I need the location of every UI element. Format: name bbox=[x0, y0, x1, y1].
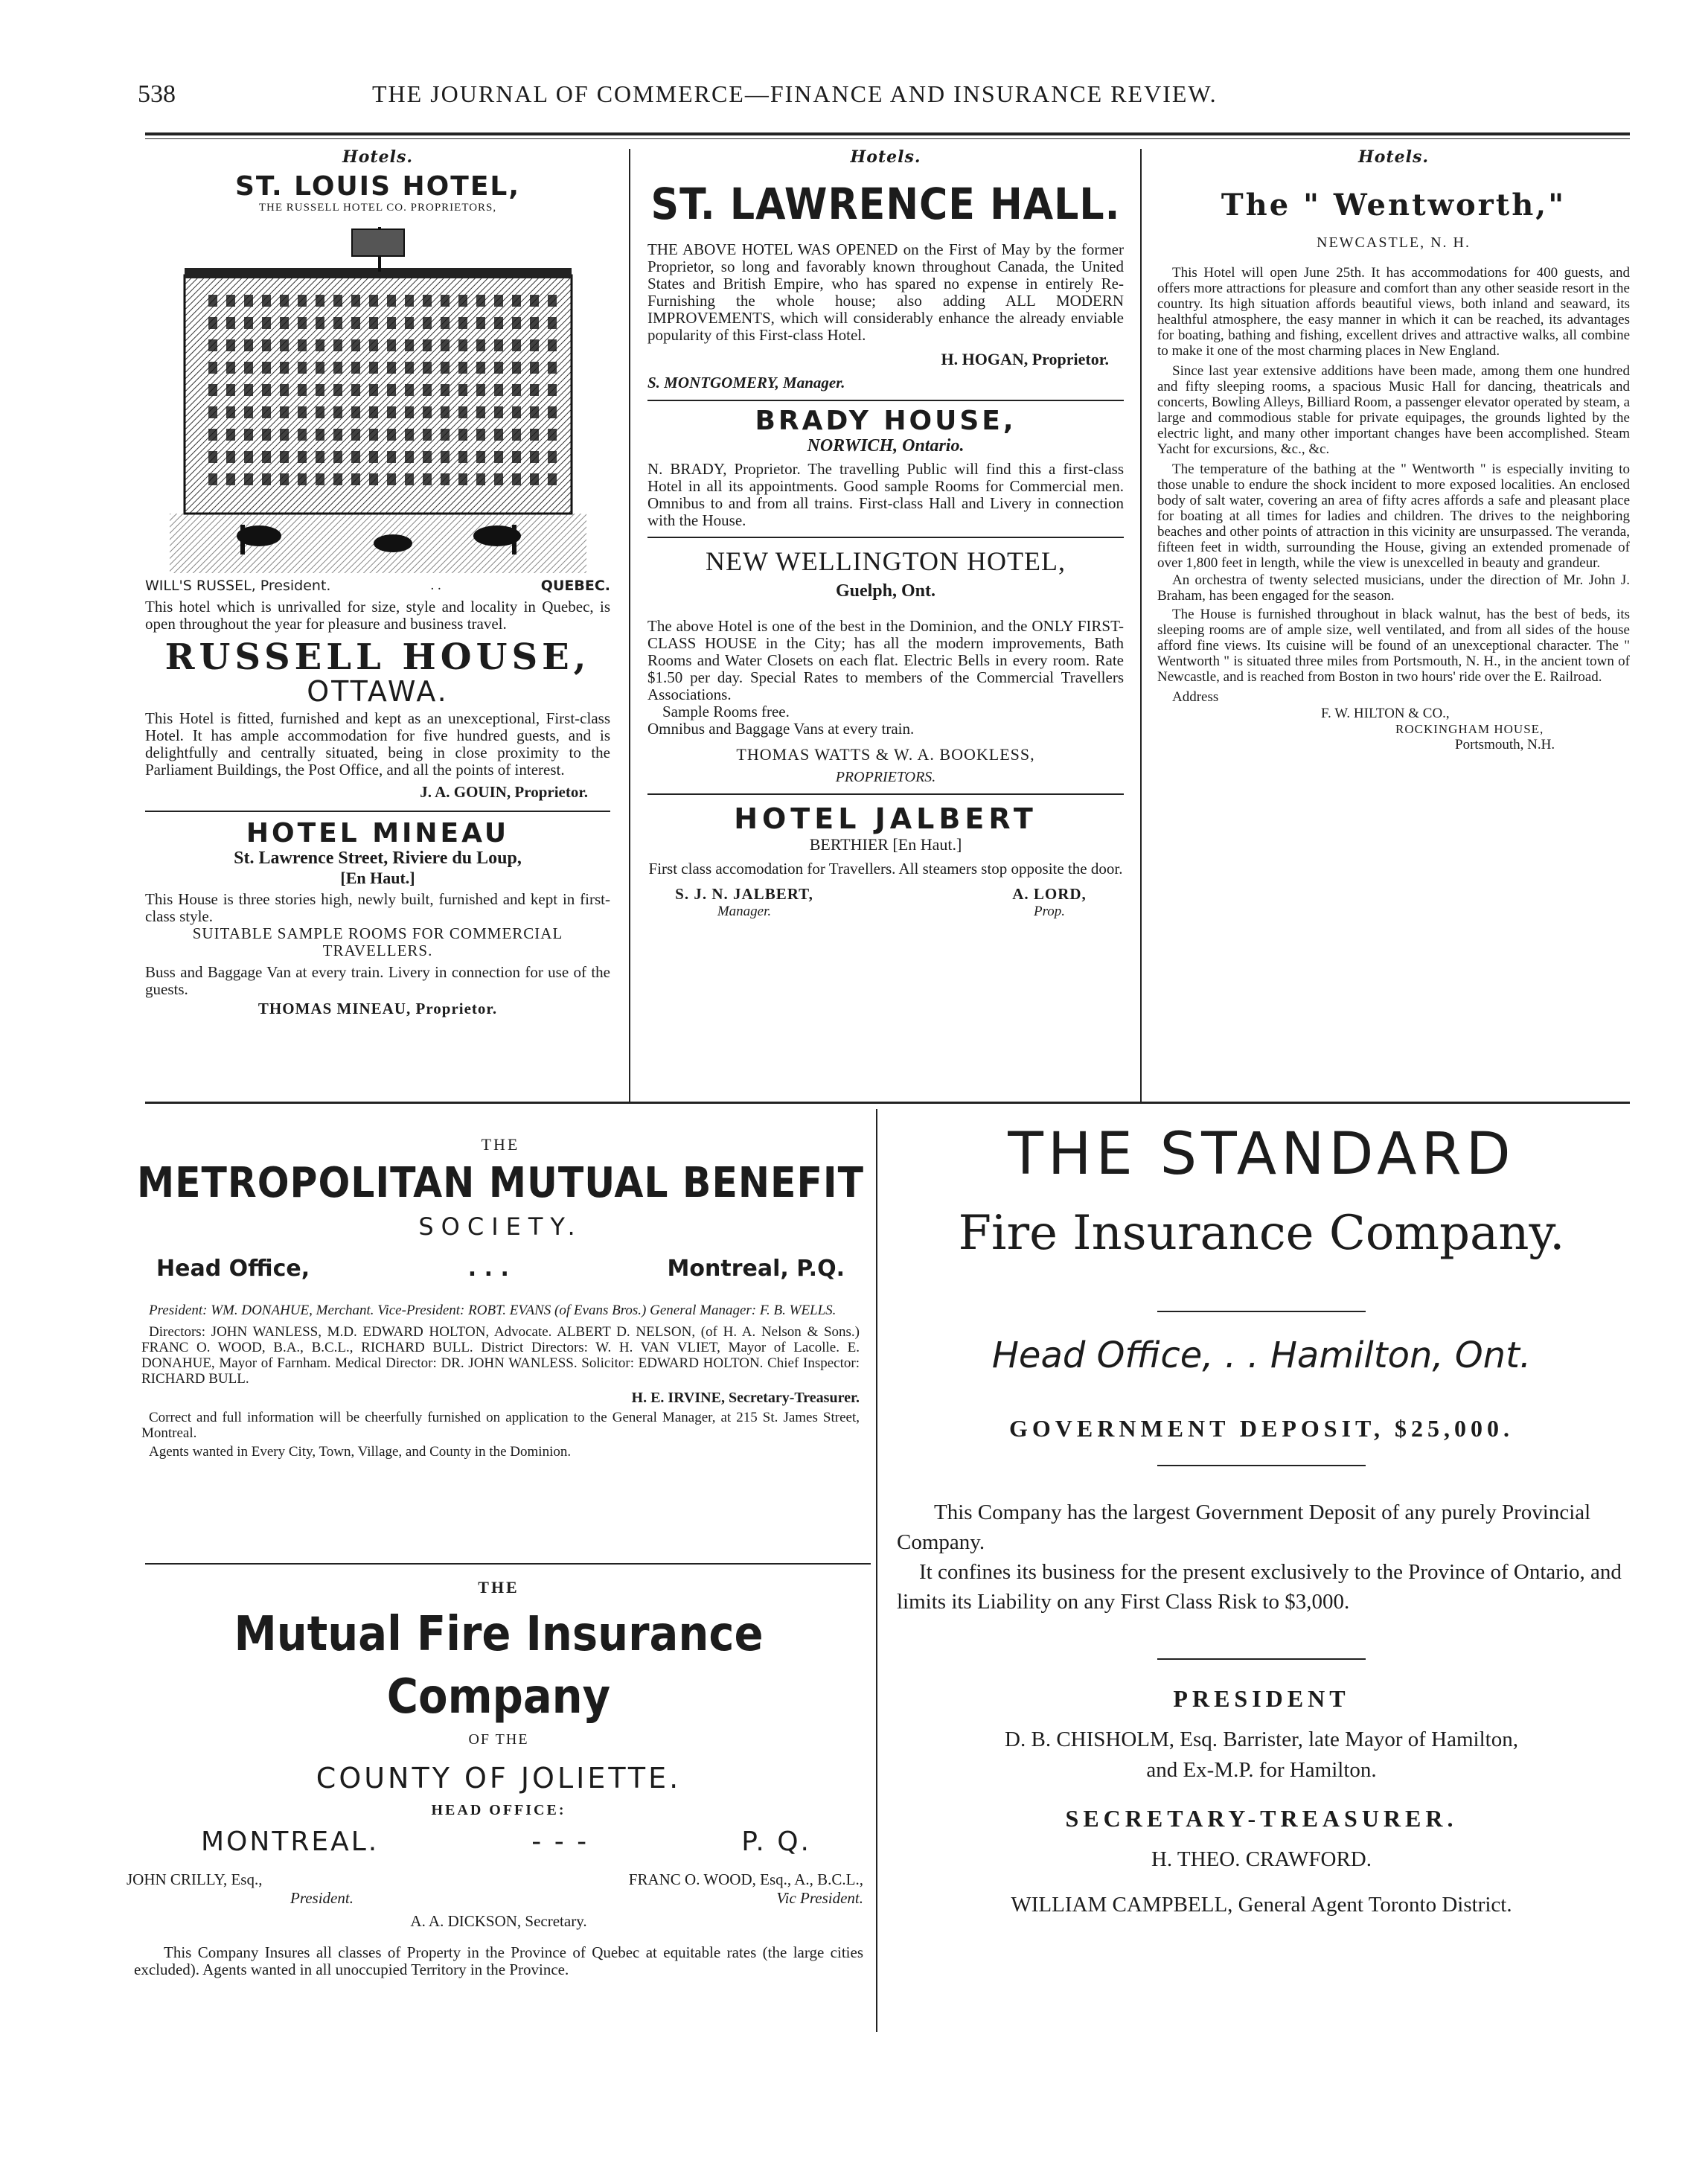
wentworth-city: NEWCASTLE, N. H. bbox=[1317, 234, 1471, 251]
lower-column-divider bbox=[876, 1109, 877, 2032]
running-title: THE JOURNAL OF COMMERCE—FINANCE AND INSURANCE REVIEW. bbox=[372, 80, 1218, 107]
mineau-body: This House is three stories high, newly built, furnished and kept in first-class style. bbox=[145, 890, 610, 925]
standard-rule-1 bbox=[1157, 1311, 1366, 1312]
new-wellington-ad bbox=[647, 546, 1124, 786]
russell-proprietor: J. A. GOUIN, Proprietor. bbox=[420, 783, 588, 801]
wentworth-p1: This Hotel will open June 25th. It has accommodations for 400 guests, and offers more attractions for pleasure and comfort than any other seaside resort in the country. Its high situation affords beautiful views, both inland and seaward, its healthful atmosphere, the easy manner in which it can be reached, its advantages for boating, bathing and fishing, excellent drives and attractive walks, all combine to make it one of the most charming places in New England. bbox=[1157, 265, 1630, 359]
mutual-fire-ad bbox=[127, 1578, 871, 1978]
mutual-vp-block bbox=[469, 1870, 863, 1908]
metropolitan-body: Correct and full information will be cheerfully furnished on application to the General Manager, at 215 St. James Street, Montreal. bbox=[141, 1410, 860, 1441]
mineau-address: St. Lawrence Street, Riviere du Loup, bbox=[234, 849, 522, 868]
st-louis-title: ST. LOUIS HOTEL, bbox=[234, 171, 521, 202]
metropolitan-title: METROPOLITAN MUTUAL BENEFIT bbox=[136, 1159, 864, 1207]
mutual-secretary: A. A. DICKSON, Secretary. bbox=[410, 1912, 587, 1930]
wellington-title: NEW WELLINGTON HOTEL, bbox=[706, 546, 1066, 576]
wentworth-p5: The House is furnished throughout in black walnut, has the best of beds, its sleeping rooms are of ample size, well ventilated, and from all sides of the house afford fine views. Its cuisine will be found of an unexceptional character. The " Wentworth " is situated three miles from Portsmouth, N. H., in the ancient town of Newcastle, and is reached from Boston in two hours' ride over the E. Railroad. bbox=[1157, 607, 1630, 685]
section-label-3: Hotels. bbox=[1357, 147, 1430, 167]
jalbert-prop-role: Prop. bbox=[1033, 904, 1066, 919]
mutual-officers bbox=[127, 1870, 871, 1908]
wellington-line-2: Omnibus and Baggage Vans at every train. bbox=[647, 720, 915, 738]
st-lawrence-title: ST. LAWRENCE HALL. bbox=[650, 179, 1121, 229]
mineau-body-2: Buss and Baggage Van at every train. Livery in connection for use of the guests. bbox=[145, 963, 610, 998]
jalbert-city: BERTHIER [En Haut.] bbox=[809, 835, 962, 854]
standard-president: D. B. CHISHOLM, Esq. Barrister, late Mayor of Hamilton, bbox=[1005, 1728, 1518, 1751]
st-louis-footer bbox=[145, 578, 610, 594]
metropolitan-secretary: H. E. IRVINE, Secretary-Treasurer. bbox=[631, 1390, 860, 1406]
mineau-proprietor: THOMAS MINEAU, Proprietor. bbox=[258, 1000, 498, 1017]
mutual-of-the: OF THE bbox=[468, 1731, 529, 1748]
wellington-city: Guelph, Ont. bbox=[835, 581, 936, 601]
jalbert-manager-block bbox=[647, 885, 841, 919]
mineau-title: HOTEL MINEAU bbox=[246, 818, 510, 849]
st-louis-hotel-ad bbox=[145, 171, 610, 633]
standard-subtitle: Fire Insurance Company. bbox=[958, 1206, 1565, 1261]
standard-title: THE STANDARD bbox=[1008, 1121, 1515, 1188]
wentworth-title: The " Wentworth," bbox=[1221, 188, 1567, 223]
jalbert-prop-block bbox=[975, 885, 1124, 919]
mutual-vp-role: Vic President. bbox=[776, 1889, 863, 1907]
standard-agent: WILLIAM CAMPBELL, General Agent Toronto District. bbox=[1011, 1893, 1512, 1917]
brady-title: BRADY HOUSE, bbox=[755, 406, 1017, 436]
st-louis-body: This hotel which is unrivalled for size, style and locality in Quebec, is open throughout the year for pleasure and business travel. bbox=[145, 598, 610, 633]
st-lawrence-body: THE ABOVE HOTEL WAS OPENED on the First of May by the former Proprietor, so long and favorably known throughout Canada, the United States and British Empire, who has spared no expense in entirely Re-Furnishing the whole house; also adding ALL MODERN IMPROVEMENTS, which will considerably enhance the already enviable popularity of this First-class Hotel. bbox=[647, 240, 1124, 344]
standard-secretary: H. THEO. CRAWFORD. bbox=[1151, 1847, 1372, 1871]
metropolitan-society: SOCIETY. bbox=[418, 1212, 583, 1241]
mutual-prov: P. Q. bbox=[741, 1827, 811, 1857]
standard-ad bbox=[889, 1120, 1634, 1917]
metropolitan-officers: President: WM. DONAHUE, Merchant. Vice-President: ROBT. EVANS (of Evans Bros.) General Manager: F. B. WELLS. bbox=[149, 1303, 837, 1318]
jalbert-manager-name: S. J. N. JALBERT, bbox=[675, 885, 813, 903]
page-number: 538 bbox=[138, 80, 176, 108]
lower-left-rule bbox=[145, 1563, 871, 1565]
metropolitan-ad bbox=[134, 1135, 867, 1460]
mutual-county: COUNTY OF JOLIETTE. bbox=[316, 1762, 682, 1795]
metropolitan-head-office bbox=[134, 1256, 867, 1282]
wentworth-address-2: ROCKINGHAM HOUSE, bbox=[1395, 722, 1544, 736]
wentworth-p3: The temperature of the bathing at the " Wentworth " is especially inviting to those unable to endure the shock incident to more exposed localities. An enclosed body of salt water, covering an area of fifty acres affords a safe and pleasant place for boating at all times for ladies and children. The drives to the neighboring beaches and other points of attraction in this vicinity are unsurpassed. The veranda, fifteen feet in width, surrounding the House, giving an extended promenade of over 1,800 feet in length, while the view is unexcelled in beauty and grandeur. bbox=[1157, 461, 1630, 571]
russell-city: OTTAWA. bbox=[307, 675, 449, 708]
russell-title: RUSSELL HOUSE, bbox=[164, 636, 591, 678]
mineau-address-2: [En Haut.] bbox=[340, 869, 415, 887]
mutual-vp-name: FRANC O. WOOD, Esq., A., B.C.L., bbox=[628, 1870, 863, 1888]
st-lawrence-manager: S. MONTGOMERY, Manager. bbox=[647, 374, 845, 392]
wentworth-address-label: Address bbox=[1172, 689, 1219, 705]
metropolitan-agents: Agents wanted in Every City, Town, Village, and County in the Dominion. bbox=[149, 1444, 572, 1460]
standard-rule-2 bbox=[1157, 1465, 1366, 1466]
standard-president-2: and Ex-M.P. for Hamilton. bbox=[1146, 1758, 1377, 1782]
st-louis-proprietors: THE RUSSELL HOTEL CO. PROPRIETORS, bbox=[258, 202, 497, 214]
header-rule-thin bbox=[145, 138, 1630, 139]
column-2 bbox=[647, 147, 1124, 919]
wellington-body: The above Hotel is one of the best in the Dominion, and the ONLY FIRST-CLASS HOUSE in the City; has all the modern improvements, Bath Rooms and Water Closets on each flat. Electric Bells in every room. Rate $1.50 per day. Special Rates to members of the Commercial Travellers Associations. bbox=[647, 617, 1124, 703]
mutual-the: THE bbox=[478, 1578, 519, 1597]
column-divider-2 bbox=[1140, 149, 1142, 1102]
jalbert-body: First class accomodation for Travellers. All steamers stop opposite the door. bbox=[648, 860, 1123, 878]
jalbert-title: HOTEL JALBERT bbox=[734, 802, 1037, 835]
jalbert-prop-name: A. LORD, bbox=[1012, 885, 1087, 903]
mutual-dots: - - - bbox=[531, 1827, 589, 1857]
brady-house-ad bbox=[647, 406, 1124, 529]
mutual-president-block bbox=[127, 1870, 409, 1908]
standard-head-office: Head Office, . . Hamilton, Ont. bbox=[991, 1335, 1532, 1376]
column-divider-1 bbox=[629, 149, 630, 1102]
wentworth-address-1: F. W. HILTON & CO., bbox=[1321, 706, 1450, 721]
standard-rule-3 bbox=[1157, 1658, 1366, 1660]
metropolitan-the: THE bbox=[481, 1135, 520, 1154]
section-label: Hotels. bbox=[342, 147, 414, 167]
standard-secretary-label: SECRETARY-TREASURER. bbox=[1065, 1805, 1458, 1832]
mutual-president-role: President. bbox=[290, 1889, 354, 1907]
st-lawrence-hall-ad bbox=[647, 174, 1124, 392]
wellington-props-2: PROPRIETORS. bbox=[835, 769, 936, 785]
standard-deposit: GOVERNMENT DEPOSIT, $25,000. bbox=[1009, 1415, 1514, 1442]
section-label-2: Hotels. bbox=[850, 147, 921, 167]
header-rule-thick bbox=[145, 132, 1630, 135]
metropolitan-office-city: Montreal, P.Q. bbox=[667, 1256, 845, 1282]
mutual-city-row bbox=[127, 1827, 871, 1857]
standard-president-label: PRESIDENT bbox=[1173, 1685, 1350, 1712]
mutual-title: Mutual Fire Insurance Company bbox=[234, 1607, 764, 1725]
page-header bbox=[138, 80, 1581, 110]
russell-body: This Hotel is fitted, furnished and kept as an unexceptional, First-class Hotel. It has ample accommodation for five hundred guests, and is delightfully and centrally situated, being in close proximity to the Parliament Buildings, the Post Office, and all the points of interest. bbox=[145, 709, 610, 779]
col1-rule bbox=[145, 811, 610, 812]
jalbert-manager-role: Manager. bbox=[717, 904, 772, 919]
st-lawrence-proprietor: H. HOGAN, Proprietor. bbox=[941, 350, 1109, 368]
mutual-city: MONTREAL. bbox=[201, 1827, 380, 1857]
mutual-head-office: HEAD OFFICE: bbox=[431, 1802, 566, 1818]
st-louis-footer-dots: . . bbox=[430, 578, 441, 593]
middle-rule bbox=[145, 1102, 1630, 1104]
wellington-line-1: Sample Rooms free. bbox=[662, 703, 790, 720]
st-louis-president: WILL'S RUSSEL, President. bbox=[145, 578, 331, 594]
wentworth-p4: An orchestra of twenty selected musicians, under the direction of Mr. John J. Braham, has been engaged for the season. bbox=[1157, 572, 1630, 604]
wentworth-address-3: Portsmouth, N.H. bbox=[1455, 737, 1555, 752]
brady-body: N. BRADY, Proprietor. The travelling Public will find this a first-class Hotel in all its appointments. Good sample Rooms for Commercial men. Omnibus to and from all trains. First-class Hall and Livery in connection with the House. bbox=[647, 460, 1124, 529]
column-1 bbox=[145, 147, 610, 1018]
mineau-caps: SUITABLE SAMPLE ROOMS FOR COMMERCIAL TRAVELLERS. bbox=[192, 924, 563, 959]
metropolitan-office-label: Head Office, bbox=[156, 1256, 310, 1282]
mutual-president-name: JOHN CRILLY, Esq., bbox=[127, 1870, 263, 1888]
mutual-body: This Company Insures all classes of Property in the Province of Quebec at equitable rates (the large cities excluded). Agents wanted in all unoccupied Territory in the Province. bbox=[134, 1943, 863, 1978]
wentworth-p2: Since last year extensive additions have been made, among them one hundred and fifty sleeping rooms, a spacious Music Hall for dancing, theatricals and concerts, Bowling Alleys, Billiard Room, a passenger elevator operated by steam, a large and commodious stable for private equipages, the grounds lighted by the electric light, and many other important changes have been accomplished. Steam Yacht for excursions, &c., &c. bbox=[1157, 363, 1630, 457]
hotel-jalbert-ad bbox=[647, 802, 1124, 919]
russell-house-ad bbox=[145, 636, 610, 802]
col2-rule-2 bbox=[647, 537, 1124, 538]
st-louis-city: QUEBEC. bbox=[540, 578, 610, 594]
hotel-engraving bbox=[170, 223, 586, 573]
jalbert-signatures bbox=[647, 885, 1124, 919]
hotel-mineau-ad bbox=[145, 818, 610, 1018]
standard-p1: This Company has the largest Government Deposit of any purely Provincial Company. bbox=[897, 1501, 1591, 1554]
metropolitan-office-dots: . . . bbox=[467, 1256, 509, 1282]
col2-rule-1 bbox=[647, 400, 1124, 401]
metropolitan-directors: Directors: JOHN WANLESS, M.D. EDWARD HOLTON, Advocate. ALBERT D. NELSON, (of H. A. Nelson & Sons.) FRANC O. WOOD, B.A., B.C.L., RICHARD BULL. District Directors: W. H. VAN VLIET, Mayor of Lacolle. E. DONAHUE, Mayor of Farnham. Medical Director: DR. JOHN WANLESS. Solicitor: EDWARD HOLTON. Chief Inspector: RICHARD BULL. bbox=[141, 1324, 860, 1387]
brady-city: NORWICH, Ontario. bbox=[807, 436, 965, 456]
wellington-props: THOMAS WATTS & W. A. BOOKLESS, bbox=[736, 745, 1035, 764]
column-3 bbox=[1157, 147, 1630, 753]
standard-p2: It confines its business for the present exclusively to the Province of Ontario, and limits its Liability on any First Class Risk to $3,000. bbox=[897, 1560, 1622, 1614]
col2-rule-3 bbox=[647, 793, 1124, 795]
